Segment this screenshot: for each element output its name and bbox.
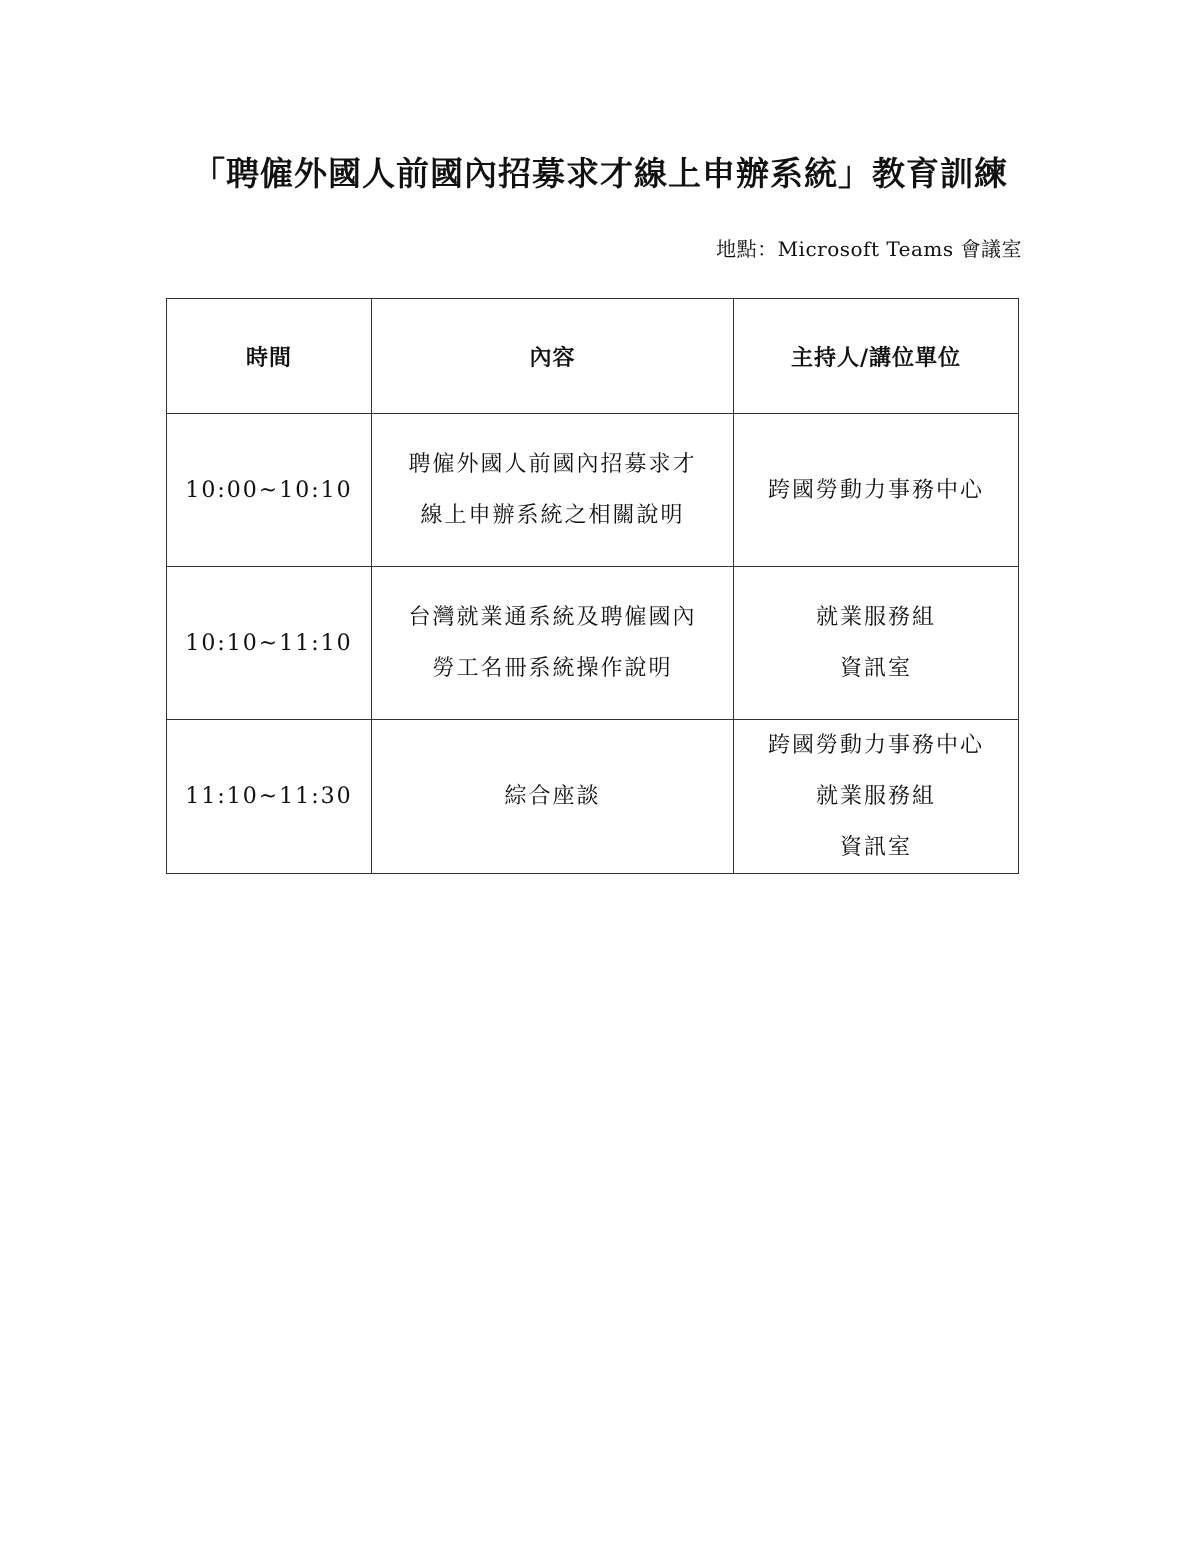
time-cell: 10:10~11:10 — [167, 567, 372, 720]
host-line: 資訊室 — [839, 656, 912, 681]
host-cell — [734, 414, 1019, 567]
table-row — [167, 720, 1019, 874]
table-row — [167, 414, 1019, 567]
table-row — [167, 567, 1019, 720]
table-header-row — [167, 299, 1019, 414]
content-cell — [372, 720, 734, 874]
document-title: 「聘僱外國人前國內招募求才線上申辦系統」教育訓練 — [192, 154, 1008, 193]
host-cell — [734, 720, 1019, 874]
host-cell — [734, 567, 1019, 720]
header-host: 主持人/講位單位 — [734, 299, 1019, 414]
host-line: 就業服務組 — [815, 605, 936, 630]
time-cell: 11:10~11:30 — [167, 720, 372, 874]
host-line: 跨國勞動力事務中心 — [767, 733, 984, 758]
content-line: 線上申辦系統之相關說明 — [420, 503, 685, 528]
content-cell — [372, 414, 734, 567]
host-line: 跨國勞動力事務中心 — [767, 477, 984, 503]
schedule-table — [166, 298, 1019, 874]
host-line: 就業服務組 — [815, 784, 936, 809]
content-line: 勞工名冊系統操作說明 — [432, 656, 673, 681]
host-line: 資訊室 — [839, 835, 912, 860]
meeting-location: 地點：Microsoft Teams 會議室 — [716, 237, 1022, 261]
header-time: 時間 — [167, 299, 372, 414]
content-line: 聘僱外國人前國內招募求才 — [408, 452, 697, 477]
content-line: 台灣就業通系統及聘僱國內 — [408, 605, 697, 630]
content-cell — [372, 567, 734, 720]
time-cell: 10:00~10:10 — [167, 414, 372, 567]
content-line: 綜合座談 — [504, 784, 601, 809]
header-content: 內容 — [372, 299, 734, 414]
